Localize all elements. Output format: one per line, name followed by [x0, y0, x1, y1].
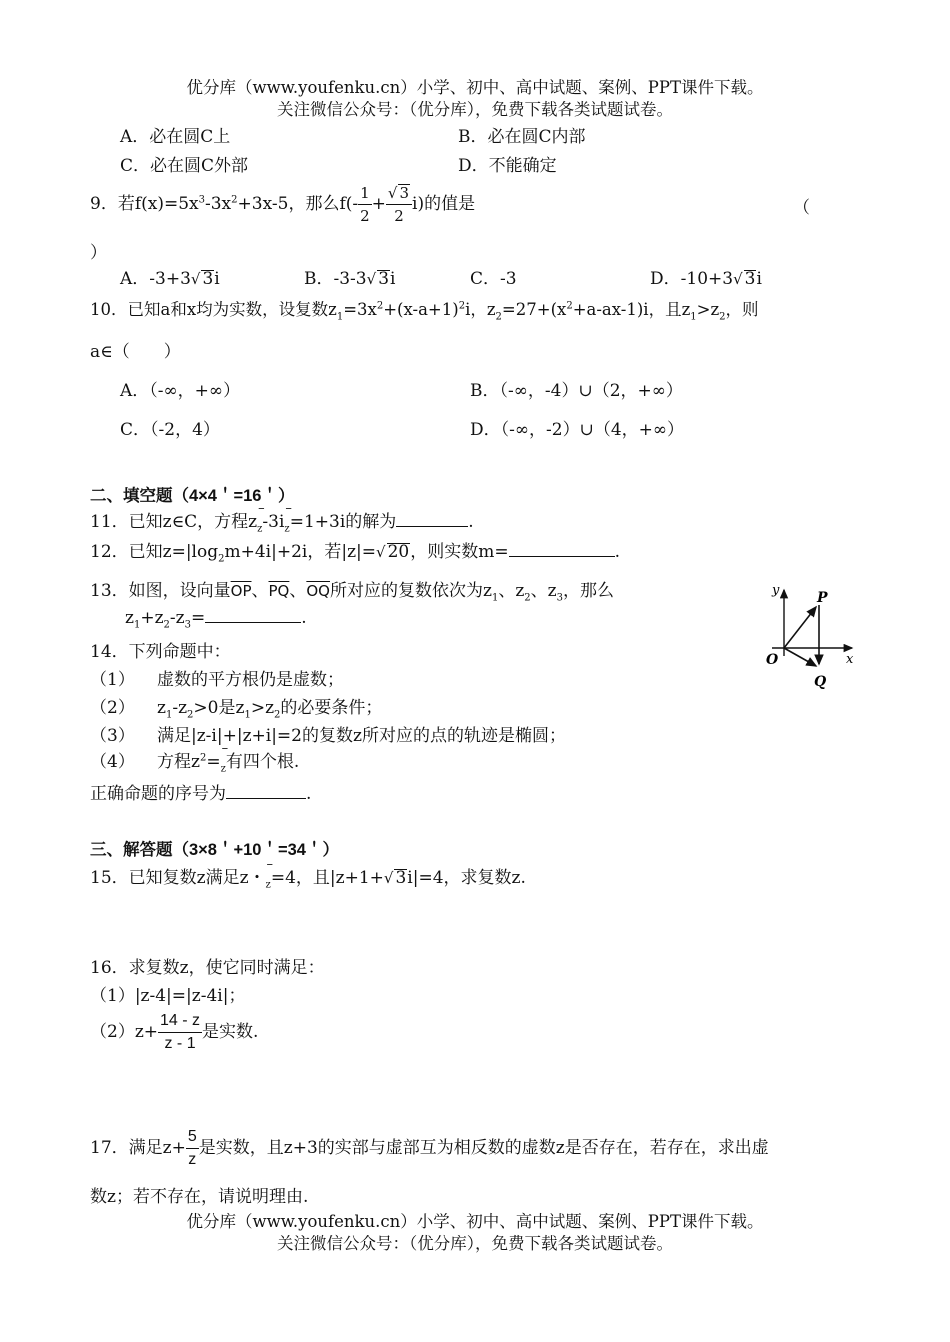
x-label: x [846, 652, 854, 667]
fraction: $\frac{√ 3}{2}$ [386, 182, 412, 227]
origin-label: O [766, 652, 779, 668]
q10-option-d: D．（-∞，-2）∪（4，+∞） [470, 420, 685, 440]
header-line-1: 优分库（www.youfenku.cn）小学、初中、高中试题、案例、PPT课件下载。 [186, 78, 764, 97]
q8-option-c: C．必在圆C外部 [120, 156, 249, 176]
answer-blank [509, 542, 615, 557]
answer-blank [396, 512, 468, 527]
q14-item-4: 方程$z^2=-$ $_z$有四个根. [157, 747, 299, 772]
answer-blank [205, 608, 301, 623]
q16-condition-1: （1）|z-4|=|z-4i|； [90, 986, 246, 1006]
q9-option-b: B．-3-3√ 3i [304, 269, 396, 289]
q14-item-2: $z_1-z_2>0$是$z_1>z_2$的必要条件； [157, 698, 383, 721]
answer-blank [226, 784, 306, 799]
section-3-title: 三、解答题（3×8＇+10＇=34＇） [90, 841, 339, 859]
q9-stem: 9．若$f(x)=5x^3-3x^2+3x-5$，那么f(- $\frac{1}{2}$ + $\frac{√ 3}{2}$ i)的值是 [90, 184, 476, 225]
q14-item-2-num: （2） [90, 698, 135, 718]
fraction: $\frac{5}{z}$ [187, 1128, 197, 1168]
q17-line2: 数z；若不存在，请说明理由. [90, 1187, 309, 1207]
q8-option-a: A．必在圆C上 [120, 127, 231, 147]
q10-option-a: A．（-∞，+∞） [120, 381, 241, 401]
q14-answer: 正确命题的序号为 . [90, 784, 312, 804]
q8-option-d: D．不能确定 [458, 156, 557, 176]
q16-title: 16．求复数z，使它同时满足： [90, 958, 325, 978]
q14-item-1-num: （1） [90, 670, 135, 690]
fraction: $\frac{14 - z}{z - 1}$ [160, 1012, 201, 1052]
q9-option-c: C．-3 [470, 269, 517, 289]
q9-paren-close: ） [90, 243, 107, 263]
q14-item-4-num: （4） [90, 752, 135, 772]
fraction: $\frac{1}{2}$ [360, 184, 370, 225]
q13: 13．如图，设向量$\overline{OP}$、$\overline{PQ}$、$\overline{OQ}$所对应的复数依次为$z_1$、$z_2$、$z_3$，那么 [90, 581, 615, 604]
q14-item-1: 虚数的平方根仍是虚数； [157, 670, 344, 690]
q10-option-c: C．（-2，4） [120, 420, 220, 440]
q14-item-3-num: （3） [90, 726, 135, 746]
q10-stem-line2: a∈（ ） [90, 342, 181, 362]
footer-line-2: 关注微信公众号：（优分库），免费下载各类试题试卷。 [277, 1234, 673, 1253]
q8-option-b: B．必在圆C内部 [458, 127, 586, 147]
q17: 17．满足z+ $\frac{5}{z}$ 是实数，且z+3的实部与虚部互为相反数的虚数z是否存在，若存在，求出虚 [90, 1124, 769, 1172]
q10-stem: 10．已知a和x均为实数，设复数$z_1=3x^2+(x-a+1)^2i$，$z_2=27+(x^2+a-ax-1)i$，且$z_1>z_2$，则 [90, 300, 759, 323]
q14-item-3: 满足|z-i|+|z+i|=2的复数z所对应的点的轨迹是椭圆； [157, 726, 566, 746]
q14-title: 14．下列命题中： [90, 642, 231, 662]
q10-option-b: B．（-∞，-4）∪（2，+∞） [470, 381, 683, 401]
footer-line-1: 优分库（www.youfenku.cn）小学、初中、高中试题、案例、PPT课件下载。 [186, 1212, 764, 1231]
q15: 15．已知复数z满足z・– $_z$=4，且|z+1+√ 3i|=4，求复数z. [90, 863, 526, 888]
q13-line2: $z_1+z_2-z_3=$ . [125, 608, 307, 631]
q12: 12．已知$z=|\log_2m+4i|+2i$，若|z|=√ 20，则实数m= . [90, 542, 620, 565]
y-label: y [772, 583, 780, 598]
q9-option-a: A．-3+3√ 3i [120, 269, 220, 289]
header-line-2: 关注微信公众号：（优分库），免费下载各类试题试卷。 [277, 100, 673, 119]
q9-option-d: D．-10+3√ 3i [650, 269, 762, 289]
vector-oq [784, 648, 816, 666]
q11: 11．已知z∈C，方程z– $_z$-3i– $_z$=1+3i的解为 . [90, 507, 474, 532]
q-label: Q [814, 674, 827, 690]
p-label: P [817, 590, 828, 606]
q16-condition-2: （2）z+ $\frac{14 - z}{z - 1}$ 是实数. [90, 1008, 258, 1056]
section-2-title: 二、填空题（4×4＇=16＇） [90, 487, 295, 505]
vector-figure [762, 580, 862, 690]
vector-op [784, 607, 816, 648]
q9-paren-open: （ [793, 198, 810, 218]
